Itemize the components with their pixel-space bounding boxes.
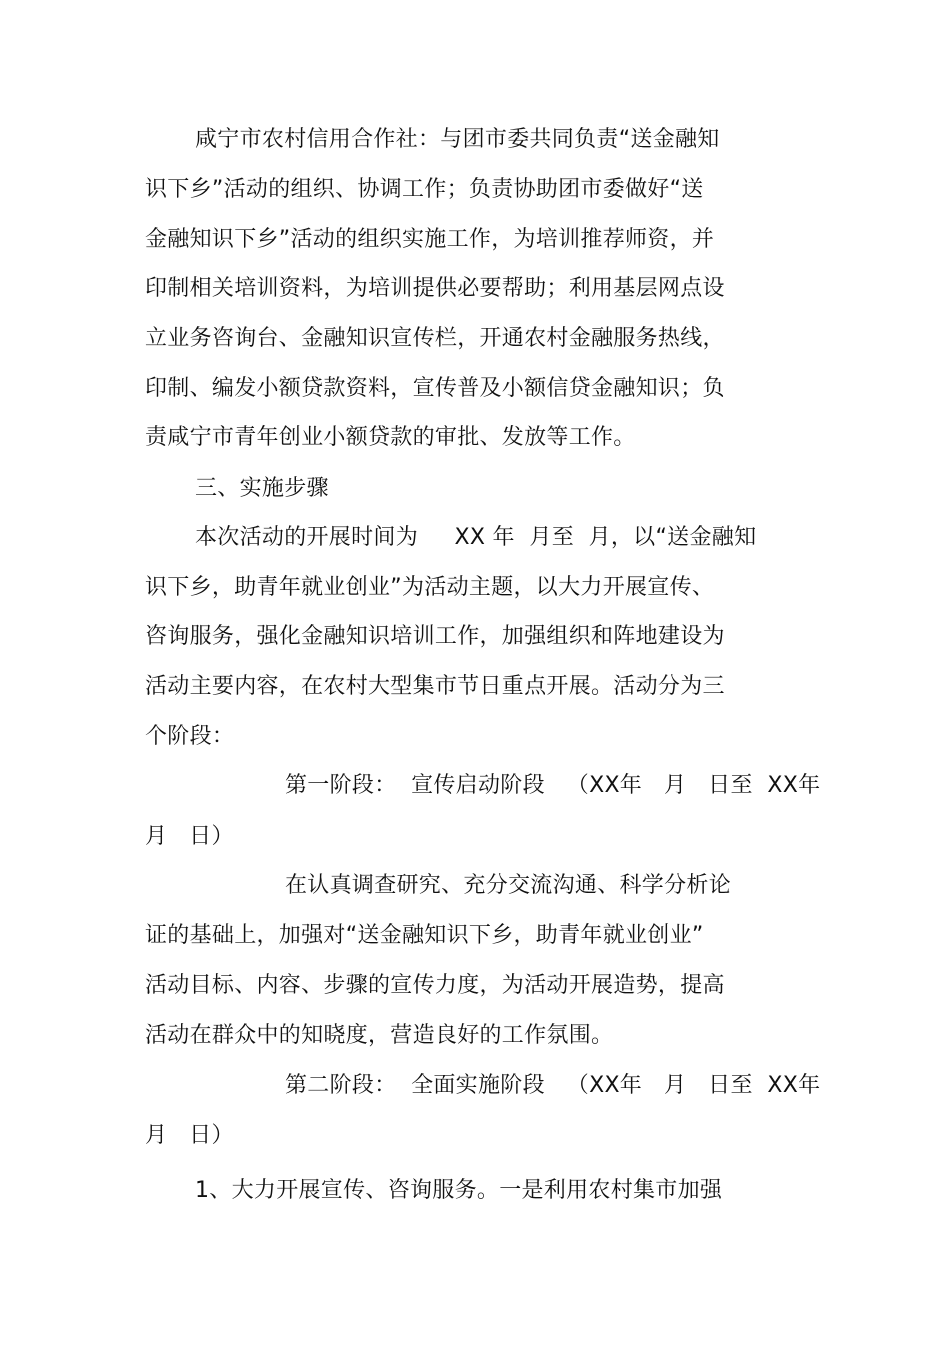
body-line: 证的基础上，加强对“送金融知识下乡，助青年就业创业” [145, 923, 704, 948]
body-line: 立业务咨询台、金融知识宣传栏，开通农村金融服务热线， [145, 326, 725, 351]
body-line: 月 日） [145, 824, 234, 849]
body-line: 活动目标、内容、步骤的宣传力度，为活动开展造势，提高 [145, 973, 725, 998]
stage-heading: 第二阶段： 全面实施阶段 （XX年 月 日至 XX年 [285, 1073, 821, 1098]
body-line: 责咸宁市青年创业小额贷款的审批、发放等工作。 [145, 425, 636, 450]
body-line: 个阶段： [145, 724, 235, 749]
section-heading: 三、实施步骤 [195, 476, 329, 501]
body-line: 本次活动的开展时间为 XX 年 月至 月，以“送金融知 [195, 525, 757, 550]
body-line: 识下乡”活动的组织、协调工作；负责协助团市委做好“送 [145, 177, 704, 202]
body-line: 咨询服务，强化金融知识培训工作，加强组织和阵地建设为 [145, 624, 725, 649]
body-line: 咸宁市农村信用合作社：与团市委共同负责“送金融知 [195, 127, 720, 152]
body-line: 活动在群众中的知晓度，营造良好的工作氛围。 [145, 1023, 614, 1048]
body-line: 在认真调查研究、充分交流沟通、科学分析论 [285, 873, 732, 898]
body-line: 活动主要内容，在农村大型集市节日重点开展。活动分为三 [145, 674, 725, 699]
stage-heading: 第一阶段： 宣传启动阶段 （XX年 月 日至 XX年 [285, 773, 821, 798]
body-line: 1、大力开展宣传、咨询服务。一是利用农村集市加强 [195, 1178, 723, 1203]
body-line: 印制、编发小额贷款资料，宣传普及小额信贷金融知识；负 [145, 376, 725, 401]
body-line: 月 日） [145, 1123, 234, 1148]
body-line: 识下乡，助青年就业创业”为活动主题，以大力开展宣传、 [145, 575, 715, 600]
body-line: 印制相关培训资料，为培训提供必要帮助；利用基层网点设 [145, 276, 725, 301]
body-line: 金融知识下乡”活动的组织实施工作，为培训推荐师资，并 [145, 227, 715, 252]
